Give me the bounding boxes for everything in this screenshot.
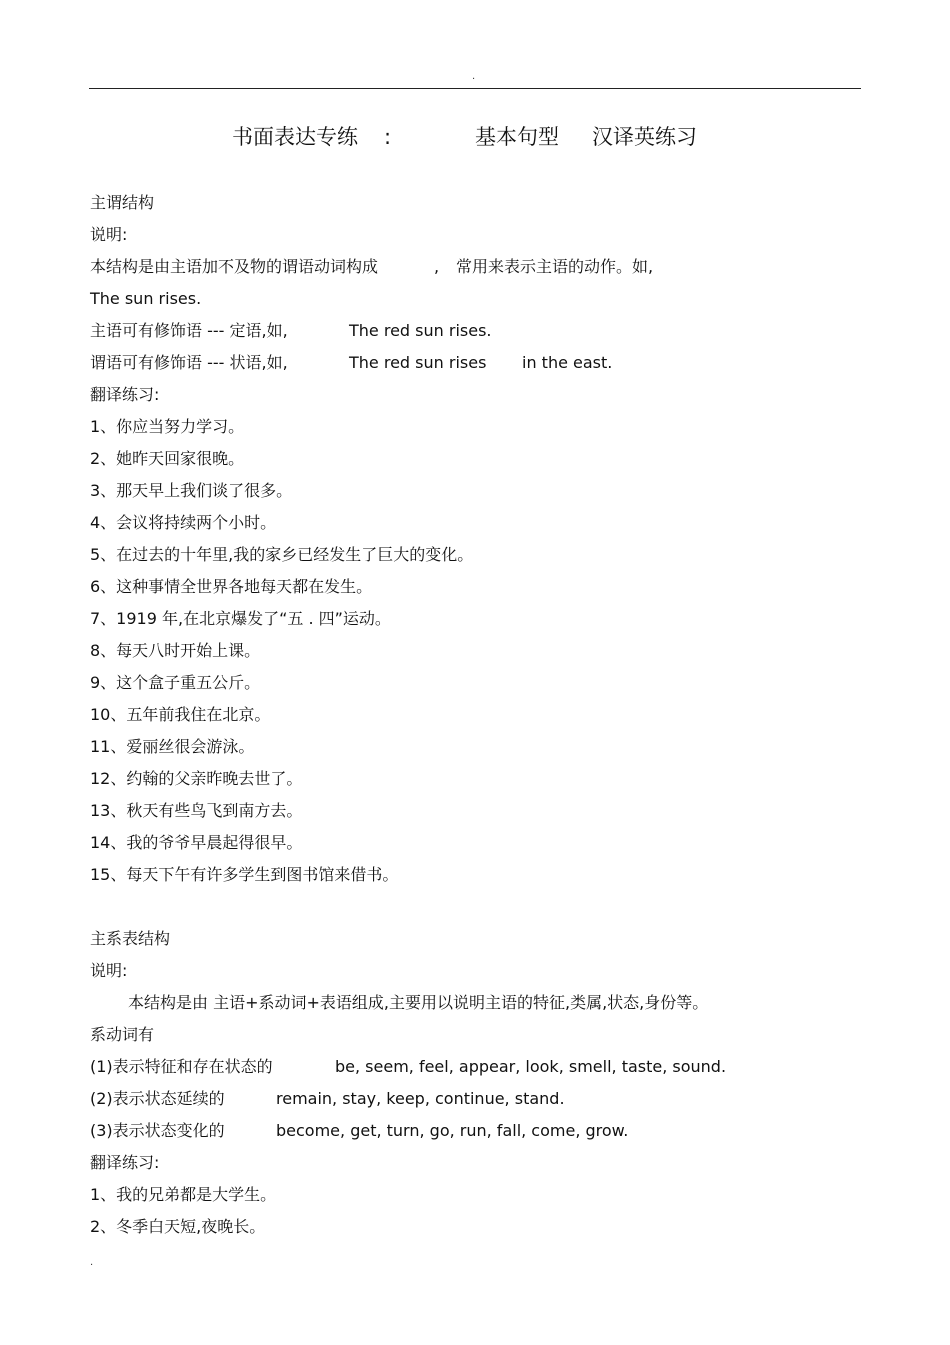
note-label: 说明: — [90, 225, 128, 244]
header-rule — [89, 88, 861, 89]
description-text: 本结构是由 主语+系动词+表语组成,主要用以说明主语的特征,类属,状态,身份等。 — [128, 993, 709, 1012]
note-label: 说明: — [90, 961, 128, 980]
exercise-item: 13、秋天有些鸟飞到南方去。 — [90, 801, 303, 820]
predicate-modifier-example: in the east. — [522, 353, 613, 372]
title-part3: 汉译英练习 — [592, 125, 697, 149]
linking-verb-type-words: remain, stay, keep, continue, stand. — [276, 1089, 565, 1108]
linking-verb-type-words: become, get, turn, go, run, fall, come, grow. — [276, 1121, 629, 1140]
description-text: 常用来表示主语的动作。如, — [456, 257, 654, 276]
description-comma: , — [434, 257, 440, 276]
exercise-item: 4、会议将持续两个小时。 — [90, 513, 277, 532]
exercise-item: 10、五年前我住在北京。 — [90, 705, 271, 724]
predicate-modifier-example: The red sun rises — [349, 353, 487, 372]
predicate-modifier-text: 谓语可有修饰语 --- 状语,如, — [90, 353, 288, 372]
linking-verb-type-words: be, seem, feel, appear, look, smell, taste, sound. — [335, 1057, 727, 1076]
section-heading: 主系表结构 — [90, 929, 171, 948]
exercise-item: 1、你应当努力学习。 — [90, 417, 245, 436]
section-heading: 主谓结构 — [90, 193, 155, 212]
linking-verb-type — [90, 1119, 790, 1143]
description-text: 本结构是由主语加不及物的谓语动词构成 — [90, 257, 379, 276]
linking-verbs-label: 系动词有 — [90, 1025, 155, 1044]
description-line — [90, 255, 790, 279]
exercise-item: 7、1919 年,在北京爆发了“五 . 四”运动。 — [90, 609, 391, 628]
exercise-item: 15、每天下午有许多学生到图书馆来借书。 — [90, 865, 399, 884]
subject-modifier-example: The red sun rises. — [349, 321, 492, 340]
linking-verb-type — [90, 1087, 790, 1111]
exercise-item: 9、这个盒子重五公斤。 — [90, 673, 261, 692]
exercise-item: 8、每天八时开始上课。 — [90, 641, 261, 660]
subject-modifier-line — [90, 319, 690, 343]
exercise-item: 2、冬季白天短,夜晚长。 — [90, 1217, 266, 1236]
linking-verb-type — [90, 1055, 790, 1079]
linking-verb-type-label: (3)表示状态变化的 — [90, 1121, 225, 1140]
predicate-modifier-line — [90, 351, 690, 375]
linking-verb-type-label: (1)表示特征和存在状态的 — [90, 1057, 273, 1076]
title-part1: 书面表达专练 — [232, 125, 358, 149]
exercise-item: 11、爱丽丝很会游泳。 — [90, 737, 255, 756]
exercise-item: 2、她昨天回家很晚。 — [90, 449, 245, 468]
footer-dot: . — [90, 1257, 94, 1268]
example-sentence: The sun rises. — [90, 289, 202, 308]
subject-modifier-text: 主语可有修饰语 --- 定语,如, — [90, 321, 288, 340]
title-colon: : — [384, 125, 392, 149]
linking-verb-type-label: (2)表示状态延续的 — [90, 1089, 225, 1108]
exercise-label: 翻译练习: — [90, 385, 160, 404]
header-dot: . — [472, 71, 476, 82]
exercise-label: 翻译练习: — [90, 1153, 160, 1172]
exercise-item: 5、在过去的十年里,我的家乡已经发生了巨大的变化。 — [90, 545, 474, 564]
exercise-item: 1、我的兄弟都是大学生。 — [90, 1185, 277, 1204]
exercise-item: 14、我的爷爷早晨起得很早。 — [90, 833, 303, 852]
exercise-item: 3、那天早上我们谈了很多。 — [90, 481, 293, 500]
title-part2: 基本句型 — [475, 125, 559, 149]
exercise-item: 6、这种事情全世界各地每天都在发生。 — [90, 577, 373, 596]
exercise-item: 12、约翰的父亲昨晚去世了。 — [90, 769, 303, 788]
